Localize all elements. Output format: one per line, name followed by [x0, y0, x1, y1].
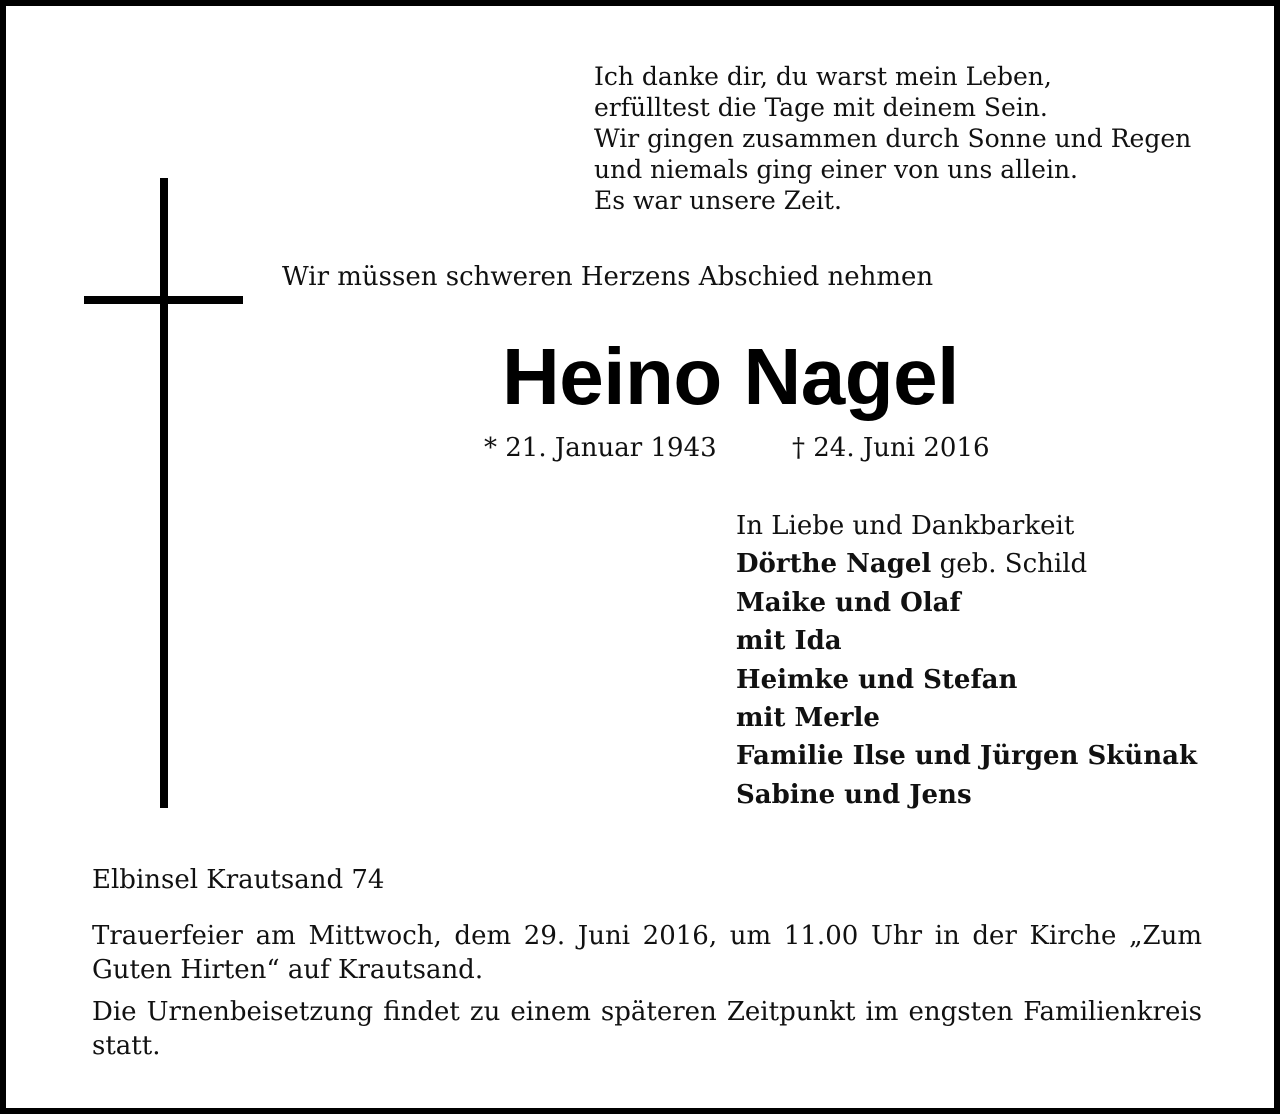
signers-heading: In Liebe und Dankbarkeit [736, 511, 1075, 541]
cross-vertical-bar [160, 178, 168, 808]
intro-text: Wir müssen schweren Herzens Abschied nehmen [282, 262, 934, 292]
cross-horizontal-bar [84, 296, 243, 304]
death-date: † 24. Juni 2016 [792, 433, 990, 463]
signer-line: Heimke und Stefan [736, 664, 1018, 695]
urn-notice: Die Urnenbeisetzung findet zu einem späteren Zeitpunkt im engsten Familienkreis statt. [92, 997, 1202, 1061]
life-dates [484, 430, 990, 466]
signer-line: Familie Ilse und Jürgen Skünak [736, 741, 1197, 772]
poem-line: Es war unsere Zeit. [594, 186, 842, 215]
signer-line [736, 545, 1197, 583]
signers-block [736, 507, 1197, 814]
signer-name: Dörthe Nagel [736, 549, 932, 580]
signer-line: Maike und Olaf [736, 587, 961, 618]
poem-line: Wir gingen zusammen durch Sonne und Regen [594, 124, 1192, 153]
signer-maiden-name: geb. Schild [931, 549, 1088, 580]
signer-line: Sabine und Jens [736, 779, 972, 810]
poem-line: Ich danke dir, du warst mein Leben, [594, 62, 1052, 91]
birth-date: * 21. Januar 1943 [484, 433, 717, 463]
signer-line: mit Merle [736, 703, 880, 734]
funeral-notice: Trauerfeier am Mittwoch, dem 29. Juni 2016, um 11.00 Uhr in der Kirche „Zum Guten Hirten“ auf Krautsand. [92, 921, 1202, 985]
poem [594, 61, 1191, 216]
signer-line: mit Ida [736, 626, 842, 657]
poem-line: und niemals ging einer von uns allein. [594, 155, 1078, 184]
deceased-name: Heino Nagel [502, 332, 959, 421]
address: Elbinsel Krautsand 74 [92, 865, 385, 895]
poem-line: erfülltest die Tage mit deinem Sein. [594, 93, 1048, 122]
